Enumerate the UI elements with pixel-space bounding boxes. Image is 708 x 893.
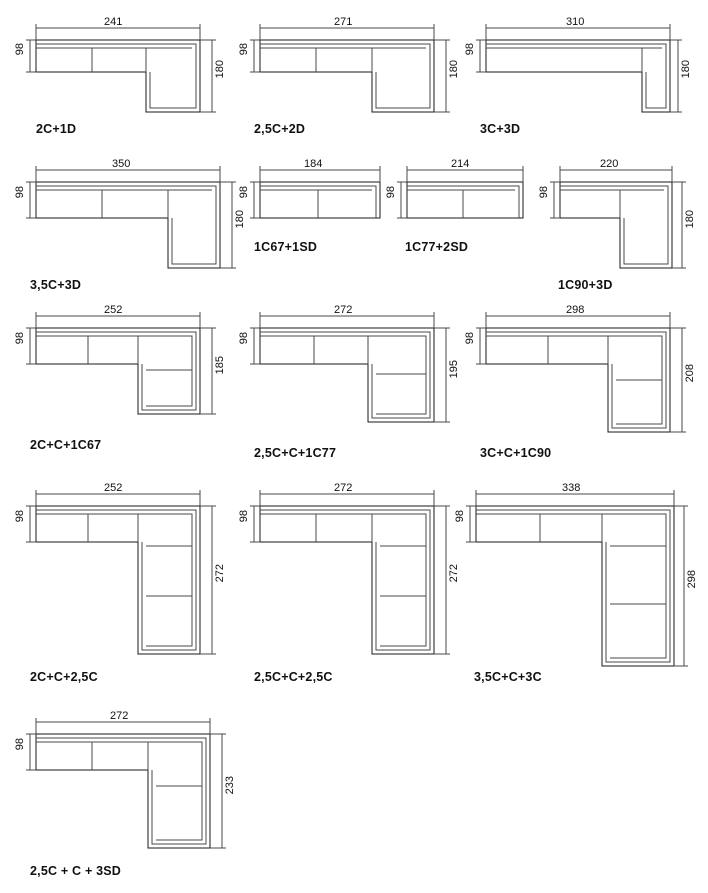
caption-2c-1d: 2C+1D [36,122,77,136]
dim-width: 252 [104,482,123,494]
dim-width: 220 [600,158,619,170]
config-1c90-3d-drawing [548,160,688,296]
dim-depth-right: 180 [234,210,246,229]
caption-3c-c-1c90: 3C+C+1C90 [480,446,552,460]
dim-depth-right: 180 [680,60,692,79]
caption-25c-c-1c77: 2,5C+C+1C77 [254,446,337,460]
caption-35c-3d: 3,5C+3D [30,278,82,292]
caption-25c-c-3sd: 2,5C + C + 3SD [30,864,122,878]
dim-width: 338 [562,482,581,494]
config-25c-c-25c [238,482,460,684]
dim-height-left: 98 [14,510,26,523]
dim-height-left: 98 [464,43,476,56]
dim-height-left: 98 [538,186,550,199]
caption-3c-3d: 3C+3D [480,122,521,136]
dim-depth-right: 298 [686,570,698,589]
dim-depth-right: 180 [684,210,696,229]
dim-width: 310 [566,16,585,28]
dim-width: 252 [104,304,123,316]
dim-depth-right: 185 [214,356,226,375]
config-2c-1d [14,16,229,136]
caption-25c-c-25c: 2,5C+C+2,5C [254,670,333,684]
dim-width: 298 [566,304,585,316]
caption-25c-2d: 2,5C+2D [254,122,306,136]
config-2c-c-1c67 [14,304,226,456]
config-25c-2d [238,16,460,136]
dim-depth-right: 195 [448,360,460,379]
dim-height-left: 98 [14,738,26,751]
dim-height-left: 98 [238,332,250,345]
caption-1c77-2sd: 1C77+2SD [405,240,469,254]
config-25c-c-25c-drawing [248,484,453,684]
dim-width: 272 [110,710,129,722]
dim-height-left: 98 [14,43,26,56]
config-1c77-2sd [385,158,535,270]
dim-depth-right: 233 [224,776,236,795]
dim-height-left: 98 [14,186,26,199]
config-3c-3d [464,16,692,136]
dim-width: 214 [451,158,470,170]
dim-width: 271 [334,16,353,28]
caption-2c-c-1c67: 2C+C+1C67 [30,438,102,452]
config-1c90-3d [538,158,696,296]
caption-1c90-3d: 1C90+3D [558,278,613,292]
config-3c-c-1c90 [464,304,696,460]
config-25c-c-3sd [14,710,236,882]
config-35c-c-3c-drawing [464,484,689,684]
caption-35c-c-3c: 3,5C+C+3C [474,670,542,684]
config-2c-c-25c [14,482,226,684]
config-35c-3d [14,158,246,296]
dim-width: 241 [104,16,123,28]
config-3c-3d-drawing [474,16,684,136]
config-3c-c-1c90-drawing [474,306,689,456]
caption-2c-c-25c: 2C+C+2,5C [30,670,98,684]
dim-height-left: 98 [238,510,250,523]
dim-height-left: 98 [454,510,466,523]
config-25c-c-1c77-drawing [248,306,458,456]
config-25c-2d-drawing [248,16,453,136]
dim-height-left: 98 [238,43,250,56]
dim-height-left: 98 [385,186,397,199]
dim-width: 184 [304,158,323,170]
config-2c-c-25c-drawing [24,484,224,684]
dim-depth-right: 208 [684,364,696,383]
config-2c-c-1c67-drawing [24,306,224,456]
config-2c-1d-drawing [24,16,229,136]
dim-width: 272 [334,482,353,494]
dim-height-left: 98 [14,332,26,345]
config-25c-c-1c77 [238,304,460,460]
dim-height-left: 98 [238,186,250,199]
dim-depth-right: 272 [448,564,460,583]
dim-height-left: 98 [464,332,476,345]
dim-width: 350 [112,158,131,170]
caption-1c67-1sd: 1C67+1SD [254,240,318,254]
config-25c-c-3sd-drawing [24,712,234,882]
dim-depth-right: 180 [448,60,460,79]
config-35c-3d-drawing [24,160,242,296]
dim-depth-right: 180 [214,60,226,79]
dim-width: 272 [334,304,353,316]
dim-depth-right: 272 [214,564,226,583]
